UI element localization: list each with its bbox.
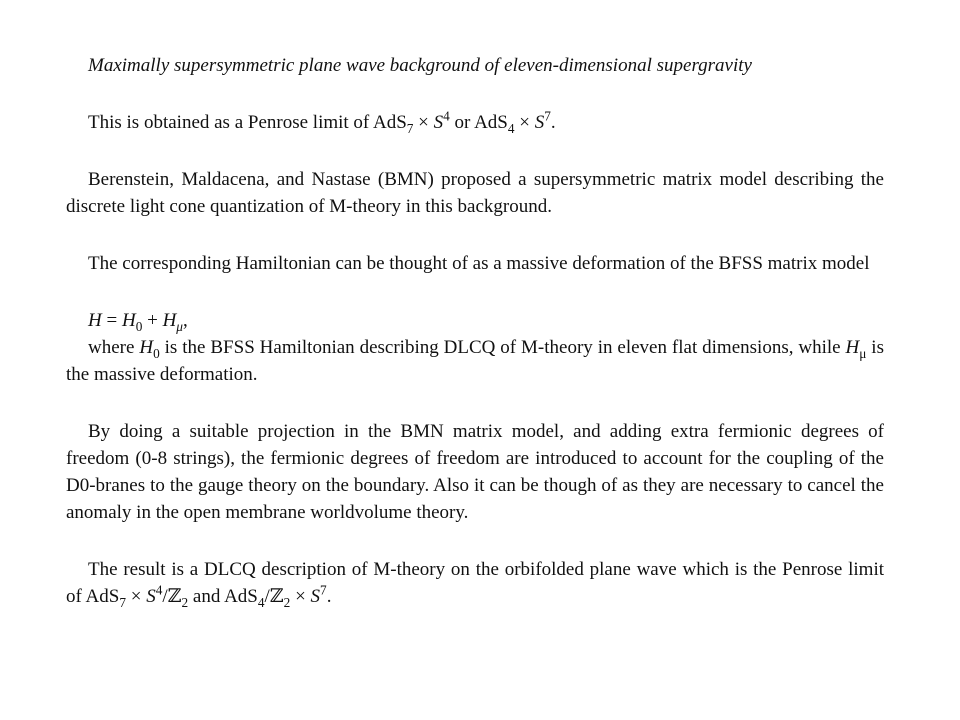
math-sub: 4 [507, 120, 515, 136]
math: S [310, 586, 321, 607]
math-sub: 4 [257, 594, 265, 610]
math-sup: 4 [155, 582, 163, 598]
hamiltonian-paragraph: The corresponding Hamiltonian can be thought of as a massive deformation of the BFSS matrix model [88, 253, 870, 274]
text: or [449, 112, 475, 133]
text: The result is a DLCQ description of M-theory on the orbifolded plane wave which is the Penrose limit of [66, 559, 884, 607]
math-sub: μ [859, 345, 867, 361]
penrose-paragraph [66, 109, 884, 136]
math-sub: 0 [153, 345, 160, 361]
slide-content [66, 52, 884, 640]
slide-title: Maximally supersymmetric plane wave background of eleven-dimensional supergravity [88, 55, 752, 76]
bmn-paragraph: Berenstein, Maldacena, and Nastase (BMN) proposed a supersymmetric matrix model describing the discrete light cone quantization of M-theory in this background. [66, 169, 884, 217]
math: AdS [85, 586, 120, 607]
math: AdS [372, 112, 407, 133]
math-sub: 7 [406, 120, 414, 136]
math: × [514, 112, 535, 133]
text: . [326, 586, 332, 607]
math: H [88, 310, 102, 331]
math-sub: 2 [181, 594, 189, 610]
math-sub: 0 [135, 318, 143, 334]
text: and [188, 586, 225, 607]
math-sub: μ [176, 318, 183, 334]
math-sup: 4 [443, 108, 450, 124]
math-sub: 7 [119, 594, 126, 610]
math: AdS [224, 586, 258, 607]
math-sub: 2 [283, 594, 291, 610]
math-sup: 7 [320, 582, 327, 598]
math: S [433, 112, 444, 133]
hamiltonian-equation [66, 307, 884, 334]
math: + [142, 310, 163, 331]
math: AdS [474, 112, 508, 133]
math-sup: 7 [544, 108, 551, 124]
text: where [88, 337, 140, 358]
text: is the BFSS Hamiltonian describing DLCQ of M-theory in eleven flat dimensions, while [159, 337, 846, 358]
projection-paragraph: By doing a suitable projection in the BMN matrix model, and adding extra fermionic degrees of freedom (0-8 strings), the fermionic degrees of freedom are introduced to account for the coupling of the D0-branes to the gauge theory on the boundary. Also it can be though of as they are necessary to cancel the anomaly in the open membrane worldvolume theory. [66, 421, 884, 523]
math: S [146, 586, 156, 607]
math: , [182, 310, 188, 331]
math: × [290, 586, 311, 607]
text: . [550, 112, 556, 133]
text: is the massive deformation. [66, 337, 884, 385]
math: H [121, 310, 136, 331]
math: S [534, 112, 545, 133]
math: /ℤ [162, 586, 182, 607]
math: H [845, 337, 860, 358]
math: H [162, 310, 177, 331]
math: × [125, 586, 147, 607]
text: This is obtained as a Penrose limit of [88, 112, 373, 133]
where-paragraph [66, 334, 884, 388]
math: × [413, 112, 434, 133]
math: /ℤ [264, 586, 284, 607]
result-paragraph [66, 556, 884, 610]
math: = [101, 310, 122, 331]
math: H [139, 337, 154, 358]
